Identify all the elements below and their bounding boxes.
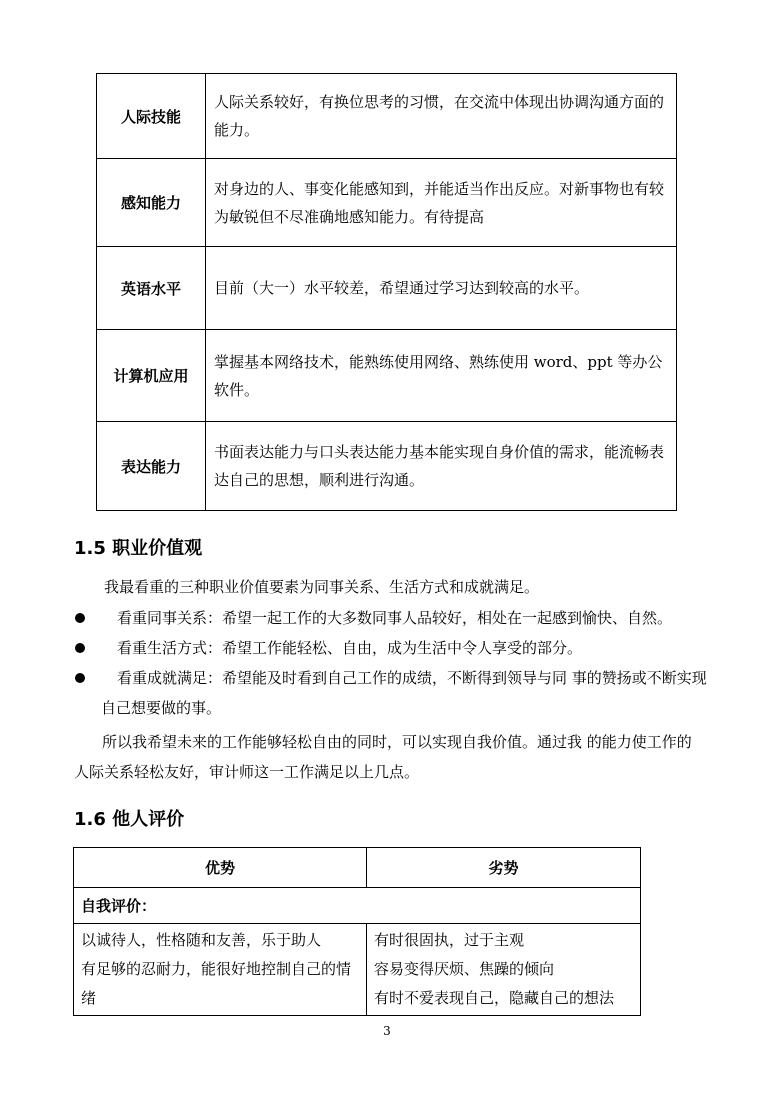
table-row: [97, 74, 677, 159]
page-number: 3: [383, 1024, 391, 1038]
ability-desc: 目前（大一）水平较差，希望通过学习达到较高的水平。: [206, 247, 677, 330]
weakness-item: 容易变得厌烦、焦躁的倾向: [374, 960, 555, 978]
ability-desc: 对身边的人、事变化能感知到，并能适当作出反应。对新事物也有较为敏锐但不尽准确地感知能力。有待提高: [206, 159, 677, 247]
strength-item: 以诚待人，性格随和友善，乐于助人: [81, 931, 322, 949]
column-header-weakness: 劣势: [367, 848, 641, 888]
table-row: [74, 924, 641, 1016]
ability-label: 表达能力: [97, 422, 206, 511]
values-intro: 我最看重的三种职业价值要素为同事关系、生活方式和成就满足。: [104, 578, 540, 596]
ability-label: 计算机应用: [97, 330, 206, 422]
ability-label: 英语水平: [97, 247, 206, 330]
ability-desc: 掌握基本网络技术，能熟练使用网络、熟练使用 word、ppt 等办公软件。: [206, 330, 677, 422]
strength-item: 有足够的忍耐力，能很好地控制自己的情绪: [81, 960, 352, 1007]
ability-desc: 书面表达能力与口头表达能力基本能实现自身价值的需求，能流畅表达自己的思想，顺利进行沟通。: [206, 422, 677, 511]
table-row: [97, 159, 677, 247]
weakness-item: 有时很固执，过于主观: [374, 931, 525, 949]
table-row: [74, 888, 641, 924]
table-row: [97, 422, 677, 511]
ability-label: 人际技能: [97, 74, 206, 159]
bullet-icon: [75, 643, 85, 653]
table-row: [74, 848, 641, 888]
strengths-cell: [74, 924, 367, 1016]
values-bullet: 看重同事关系：希望一起工作的大多数同事人品较好，相处在一起感到愉快、自然。: [117, 609, 673, 627]
self-evaluation-label: 自我评价：: [74, 888, 641, 924]
weakness-item: 有时不爱表现自己，隐藏自己的想法: [374, 989, 615, 1007]
section-heading-eval: 1.6 他人评价: [74, 809, 185, 830]
bullet-icon: [75, 673, 85, 683]
values-conclusion: 所以我希望未来的工作能够轻松自由的同时，可以实现自我价值。通过我 的能力使工作的人际关系轻松友好，审计师这一工作满足以上几点。: [74, 733, 692, 781]
table-row: [97, 247, 677, 330]
values-bullet: 看重成就满足：希望能及时看到自己工作的成绩，不断得到领导与同 事的赞扬或不断实现自己想要做的事。: [101, 669, 707, 717]
values-bullet: 看重生活方式：希望工作能轻松、自由，成为生活中令人享受的部分。: [117, 639, 583, 657]
abilities-table: [96, 73, 677, 511]
ability-desc: 人际关系较好，有换位思考的习惯，在交流中体现出协调沟通方面的能力。: [206, 74, 677, 159]
ability-label: 感知能力: [97, 159, 206, 247]
bullet-icon: [75, 613, 85, 623]
weaknesses-cell: [367, 924, 641, 1016]
evaluation-table: [73, 847, 641, 1016]
column-header-strength: 优势: [74, 848, 367, 888]
table-row: [97, 330, 677, 422]
section-heading-values: 1.5 职业价值观: [74, 538, 203, 559]
